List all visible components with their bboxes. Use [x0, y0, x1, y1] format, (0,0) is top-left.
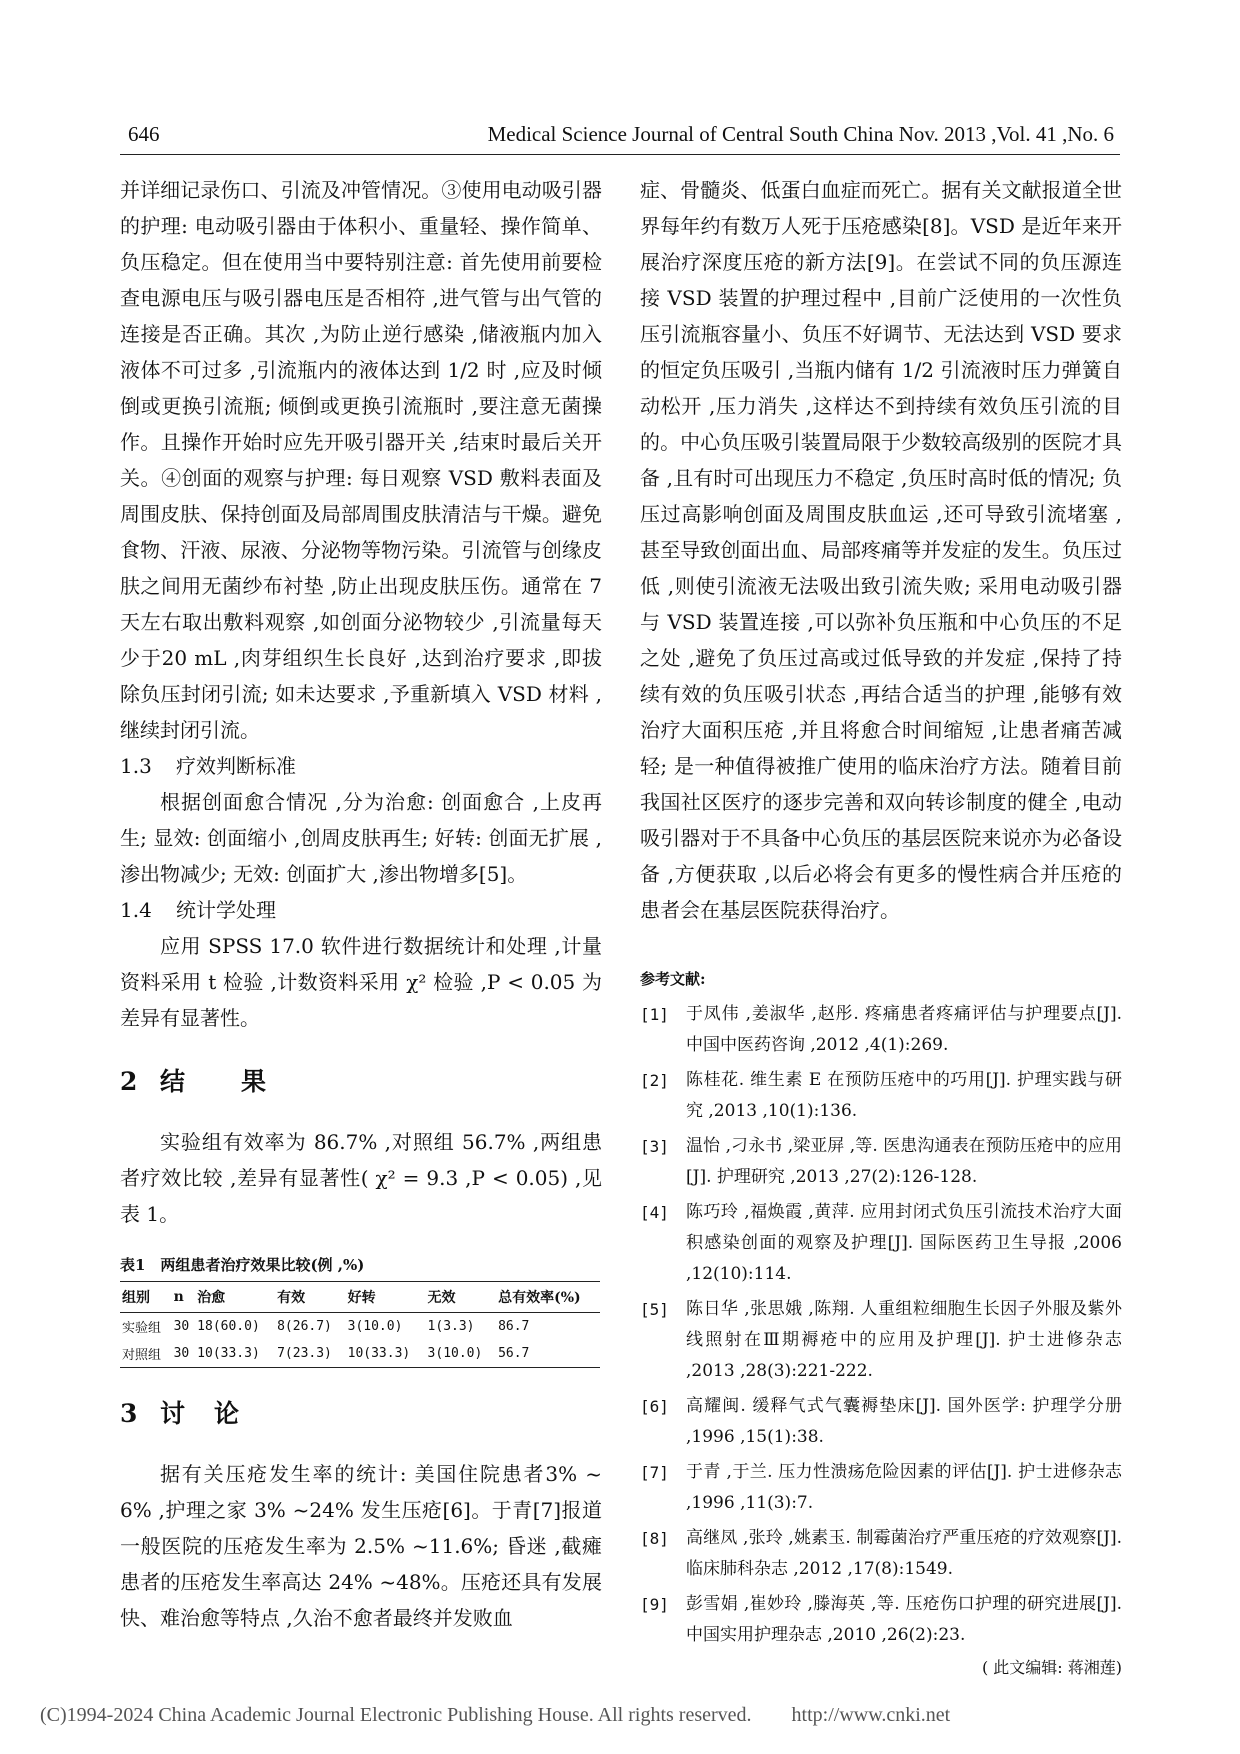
results-table — [120, 1281, 600, 1368]
subsection-title: 疗效判断标准 — [176, 754, 296, 778]
reference-item — [640, 1065, 1122, 1127]
section-number: 3 — [120, 1399, 140, 1428]
reference-text: 于青 ,于兰. 压力性溃疡危险因素的评估[J]. 护士进修杂志 ,1996 ,11(3):7. — [686, 1462, 1122, 1513]
body-paragraph: 据有关压疮发生率的统计: 美国住院患者3% ~ 6% ,护理之家 3% ~24% 发生压疮[6]。于青[7]报道一般医院的压疮发生率为 2.5% ~11.6%; 昏迷 ,截瘫患者的压疮发生率高达 24% ~48%。压疮还具有发展快、难治愈等特点 ,久治不愈者最终并发败血 — [120, 1462, 602, 1630]
table-cell: 1(3.3) — [427, 1319, 475, 1334]
table-cell: 8(26.7) — [277, 1319, 332, 1334]
running-header — [120, 118, 1120, 155]
subsection-number: 1.4 — [120, 898, 152, 922]
reference-item — [640, 1197, 1122, 1290]
body-paragraph: 实验组有效率为 86.7% ,对照组 56.7% ,两组患者疗效比较 ,差异有显著性( χ² = 9.3 ,P < 0.05) ,见表 1。 — [120, 1130, 602, 1226]
table-cell: 30 — [173, 1319, 190, 1334]
table-cell: 10(33.3) — [346, 1340, 426, 1368]
reference-list — [640, 999, 1122, 1651]
reference-item — [640, 1589, 1122, 1651]
reference-item — [640, 1294, 1122, 1387]
table-header-cell: 总有效率(%) — [496, 1282, 600, 1313]
table-header-cell: 无效 — [426, 1282, 497, 1313]
table-header-cell: n — [172, 1282, 196, 1313]
reference-index: [8] — [640, 1529, 669, 1548]
reference-index: [4] — [640, 1203, 669, 1222]
section-heading — [120, 1062, 602, 1098]
table-cell: 对照组 — [120, 1340, 172, 1368]
subsection-number: 1.3 — [120, 754, 152, 778]
reference-text: 彭雪娟 ,崔妙玲 ,滕海英 ,等. 压疮伤口护理的研究进展[J]. 中国实用护理杂志 ,2010 ,26(2):23. — [686, 1594, 1122, 1645]
body-paragraph: 并详细记录伤口、引流及冲管情况。③使用电动吸引器的护理: 电动吸引器由于体积小、重量轻、操作简单、负压稳定。但在使用当中要特别注意: 首先使用前要检查电源电压与吸引器电压是否相符 ,进气管与出气管的连接是否正确。其次 ,为防止逆行感染 ,储液瓶内加入液体不可过多 ,引流瓶内的液体达到 1/2 时 ,应及时倾倒或更换引流瓶; 倾倒或更换引流瓶时 ,要注意无菌操作。且操作开始时应先开吸引器开关 ,结束时最后关开关。④创面的观察与护理: 每日观察 VSD 敷料表面及周围皮肤、保持创面及局部周围皮肤清洁与干燥。避免食物、汗液、尿液、分泌物等物污染。引流管与创缘皮肤之间用无菌纱布衬垫 ,防止出现皮肤压伤。通常在 7 天左右取出敷料观察 ,如创面分泌物较少 ,引流量每天少于20 mL ,肉芽组织生长良好 ,达到治疗要求 ,即拔除负压封闭引流; 如未达要求 ,予重新填入 VSD 材料 ,继续封闭引流。 — [120, 178, 602, 742]
table-cell: 86.7 — [498, 1319, 530, 1334]
reference-index: [3] — [640, 1137, 669, 1156]
table-cell: 3(10.0) — [347, 1319, 403, 1334]
table-cell: 7(23.3) — [275, 1340, 346, 1368]
journal-citation: Medical Science Journal of Central South China Nov. 2013 ,Vol. 41 ,No. 6 — [487, 122, 1114, 146]
reference-item — [640, 1523, 1122, 1585]
right-column — [640, 172, 1122, 1678]
reference-text: 高继凤 ,张玲 ,姚素玉. 制霉菌治疗严重压疮的疗效观察[J]. 临床肺科杂志 ,2012 ,17(8):1549. — [686, 1528, 1122, 1579]
table-cell: 18(60.0) — [197, 1319, 260, 1334]
section-heading — [120, 1394, 602, 1430]
references-heading: 参考文献: — [640, 970, 706, 988]
reference-item — [640, 1391, 1122, 1453]
reference-item — [640, 999, 1122, 1061]
table-caption: 表1 两组患者治疗效果比较(例 ,%) — [120, 1256, 365, 1274]
reference-item — [640, 1131, 1122, 1193]
reference-index: [6] — [640, 1397, 669, 1416]
left-column — [120, 172, 602, 1636]
reference-index: [5] — [640, 1300, 669, 1319]
section-title: 结 果 — [160, 1067, 269, 1096]
section-title: 讨 论 — [160, 1399, 242, 1428]
reference-text: 高耀闽. 缓释气式气囊褥垫床[J]. 国外医学: 护理学分册 ,1996 ,15(1):38. — [686, 1396, 1122, 1447]
table-header-cell: 好转 — [346, 1282, 426, 1313]
table-cell: 实验组 — [122, 1321, 162, 1336]
reference-index: [9] — [640, 1595, 669, 1614]
reference-text: 于凤伟 ,姜淑华 ,赵彤. 疼痛患者疼痛评估与护理要点[J]. 中国中医药咨询 ,2012 ,4(1):269. — [686, 1004, 1122, 1055]
table-cell: 56.7 — [496, 1340, 600, 1368]
page-number: 646 — [128, 122, 160, 146]
subsection-heading — [120, 892, 602, 928]
table-header-cell: 有效 — [275, 1282, 346, 1313]
reference-index: [2] — [640, 1071, 669, 1090]
table-row — [120, 1313, 600, 1341]
reference-index: [1] — [640, 1005, 669, 1024]
reference-text: 陈日华 ,张思娥 ,陈翔. 人重组粒细胞生长因子外服及紫外线照射在Ⅲ期褥疮中的应用及护理[J]. 护士进修杂志 ,2013 ,28(3):221-222. — [686, 1299, 1122, 1381]
editor-note: ( 此文编辑: 蒋湘莲) — [981, 1658, 1122, 1677]
table-cell: 30 — [172, 1340, 196, 1368]
body-paragraph: 根据创面愈合情况 ,分为治愈: 创面愈合 ,上皮再生; 显效: 创面缩小 ,创周皮肤再生; 好转: 创面无扩展 ,渗出物减少; 无效: 创面扩大 ,渗出物增多[5]。 — [120, 790, 602, 886]
section-number: 2 — [120, 1067, 140, 1096]
table-row — [120, 1340, 600, 1368]
table-cell: 3(10.0) — [426, 1340, 497, 1368]
reference-item — [640, 1457, 1122, 1519]
copyright-footer: (C)1994-2024 China Academic Journal Electronic Publishing House. All rights reserved. http://www.cnki.net — [40, 1704, 951, 1726]
reference-index: [7] — [640, 1463, 669, 1482]
reference-text: 陈桂花. 维生素 E 在预防压疮中的巧用[J]. 护理实践与研究 ,2013 ,10(1):136. — [686, 1070, 1122, 1121]
reference-text: 温怡 ,刁永书 ,梁亚屏 ,等. 医患沟通表在预防压疮中的应用[J]. 护理研究 ,2013 ,27(2):126-128. — [686, 1136, 1122, 1187]
table-header-cell: 治愈 — [195, 1282, 275, 1313]
table-header-cell: 组别 — [120, 1282, 172, 1313]
body-paragraph: 症、骨髓炎、低蛋白血症而死亡。据有关文献报道全世界每年约有数万人死于压疮感染[8]。VSD 是近年来开展治疗深度压疮的新方法[9]。在尝试不同的负压源连接 VSD 装置的护理过程中 ,目前广泛使用的一次性负压引流瓶容量小、负压不好调节、无法达到 VSD 要求的恒定负压吸引 ,当瓶内储有 1/2 引流液时压力弹簧自动松开 ,压力消失 ,这样达不到持续有效负压引流的目的。中心负压吸引装置局限于少数较高级别的医院才具备 ,且有时可出现压力不稳定 ,负压时高时低的情况; 负压过高影响创面及周围皮肤血运 ,还可导致引流堵塞 ,甚至导致创面出血、局部疼痛等并发症的发生。负压过低 ,则使引流液无法吸出致引流失败; 采用电动吸引器与 VSD 装置连接 ,可以弥补负压瓶和中心负压的不足之处 ,避免了负压过高或过低导致的并发症 ,保持了持续有效的负压吸引状态 ,再结合适当的护理 ,能够有效治疗大面积压疮 ,并且将愈合时间缩短 ,让患者痛苦减轻; 是一种值得被推广使用的临床治疗方法。随着目前我国社区医疗的逐步完善和双向转诊制度的健全 ,电动吸引器对于不具备中心负压的基层医院来说亦为必备设备 ,方便获取 ,以后必将会有更多的慢性病合并压疮的患者会在基层医院获得治疗。 — [640, 178, 1122, 922]
subsection-title: 统计学处理 — [176, 898, 276, 922]
subsection-heading — [120, 748, 602, 784]
table-cell: 10(33.3) — [195, 1340, 275, 1368]
table-header-row — [120, 1282, 600, 1313]
body-paragraph: 应用 SPSS 17.0 软件进行数据统计和处理 ,计量资料采用 t 检验 ,计数资料采用 χ² 检验 ,P < 0.05 为差异有显著性。 — [120, 934, 602, 1030]
reference-text: 陈巧玲 ,福焕霞 ,黄萍. 应用封闭式负压引流技术治疗大面积感染创面的观察及护理[J]. 国际医药卫生导报 ,2006 ,12(10):114. — [686, 1202, 1122, 1284]
